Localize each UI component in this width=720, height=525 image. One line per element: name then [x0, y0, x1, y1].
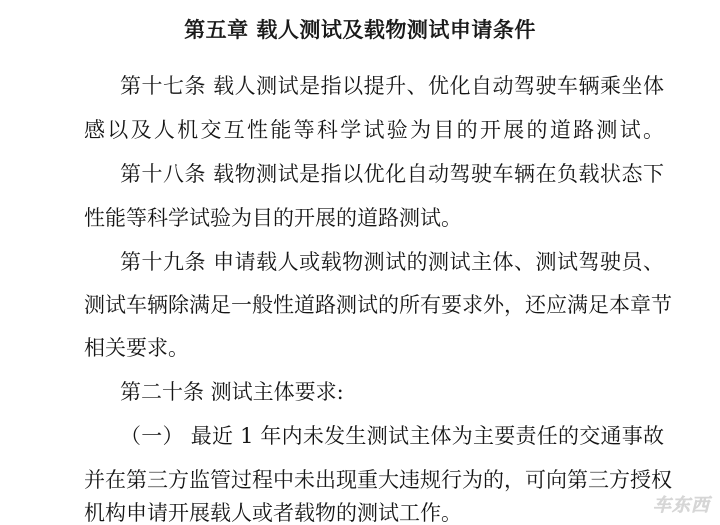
- article-17-line-1: 第十七条 载人测试是指以提升、优化自动驾驶车辆乘坐体: [120, 74, 664, 98]
- article-20-item-1-line-1: （一） 最近 1 年内未发生测试主体为主要责任的交通事故: [120, 424, 664, 448]
- article-20-item-1-line-2: 并在第三方监管过程中未出现重大违规行为的，可向第三方授权: [84, 468, 672, 492]
- article-19-line-1: 第十九条 申请载人或载物测试的测试主体、测试驾驶员、: [120, 250, 664, 274]
- article-18-line-1: 第十八条 载物测试是指以优化自动驾驶车辆在负载状态下: [120, 162, 664, 186]
- chapter-title: 第五章 载人测试及载物测试申请条件: [184, 18, 536, 42]
- article-20-item-1-line-3: 机构申请开展载人或者载物的测试工作。: [84, 501, 462, 525]
- article-18-line-2: 性能等科学试验为目的开展的道路测试。: [84, 206, 462, 230]
- article-19-line-2: 测试车辆除满足一般性道路测试的所有要求外，还应满足本章节: [84, 293, 672, 317]
- article-17-line-2: 感以及人机交互性能等科学试验为目的开展的道路测试。: [84, 118, 664, 142]
- article-20-heading: 第二十条 测试主体要求:: [120, 380, 344, 404]
- article-19-line-3: 相关要求。: [84, 336, 189, 360]
- watermark: [653, 491, 710, 517]
- watermark-logo-text: 车东西: [653, 495, 710, 516]
